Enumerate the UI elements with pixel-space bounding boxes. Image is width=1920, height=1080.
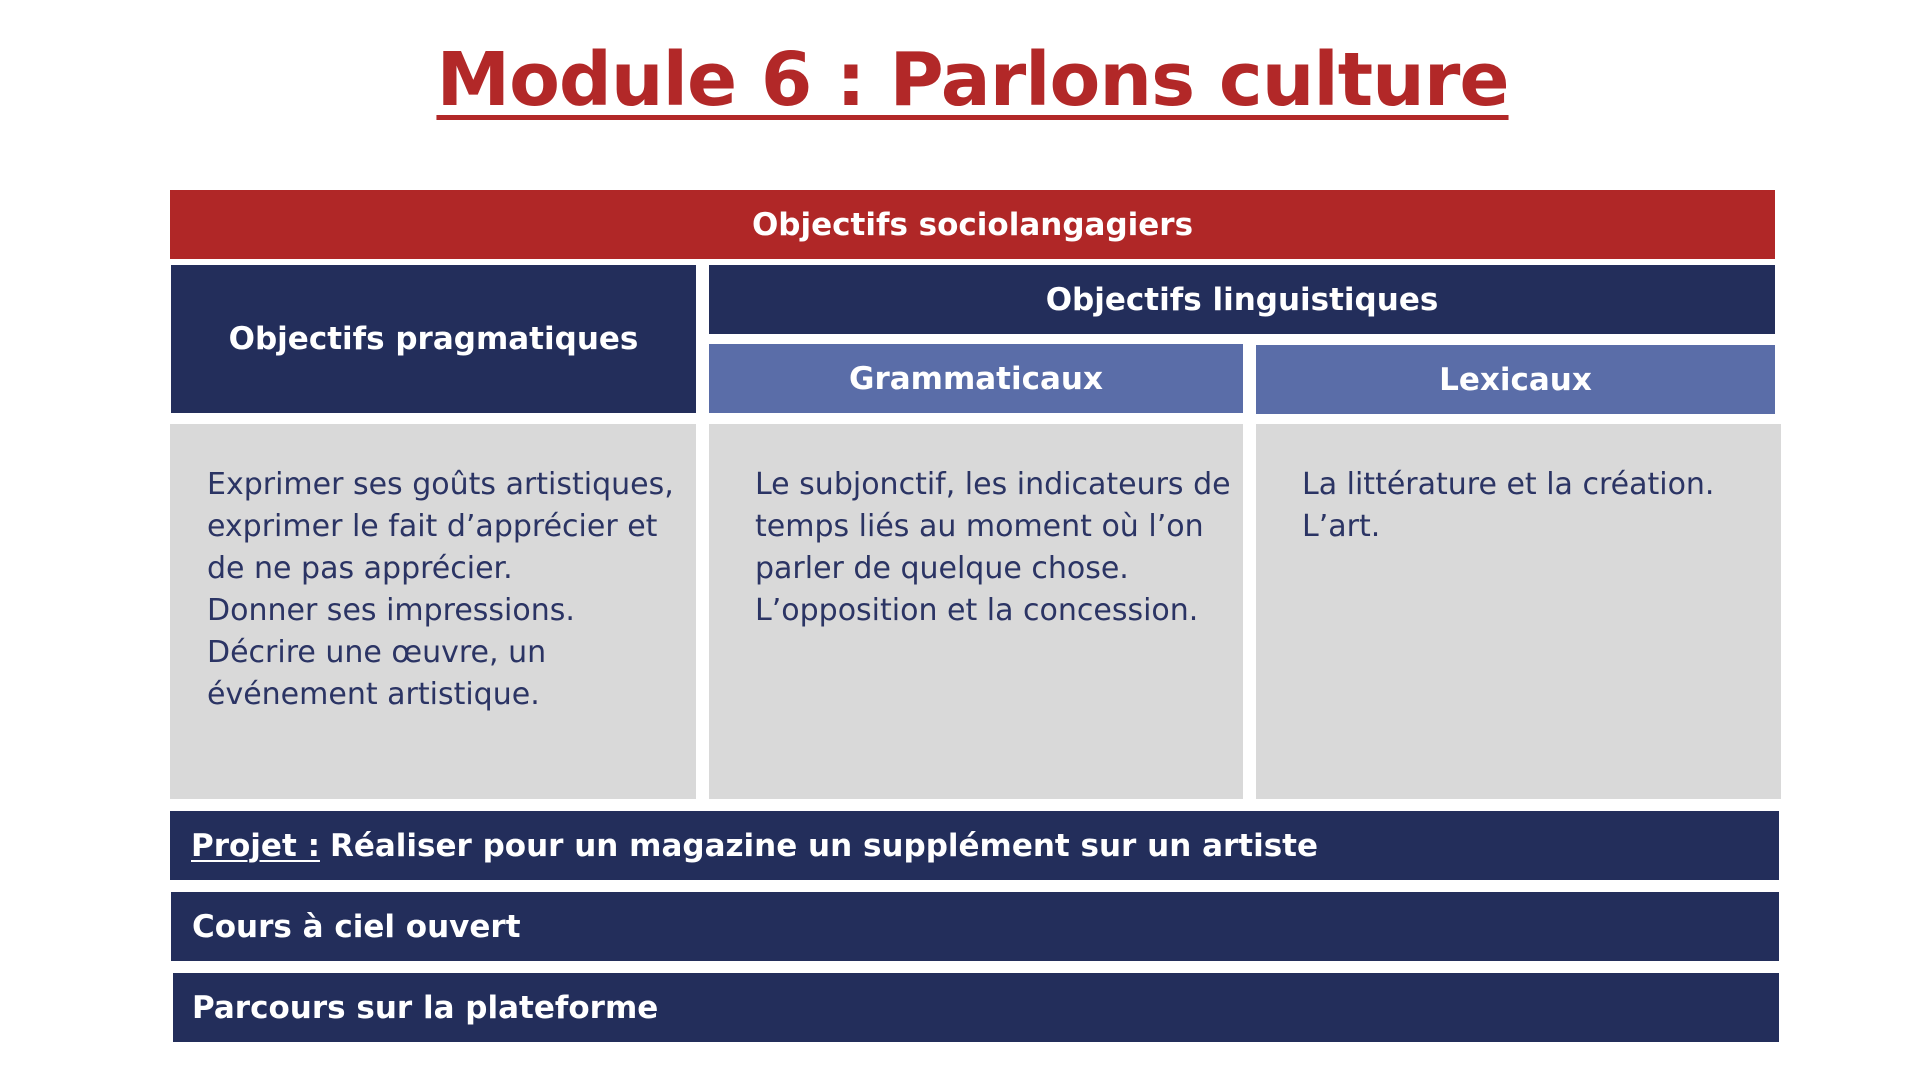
cell-line: événement artistique. xyxy=(207,677,540,712)
cell-pragmatiques xyxy=(170,424,696,799)
header-objectifs-sociolangagiers xyxy=(170,190,1775,259)
page-title: Module 6 : Parlons culture xyxy=(436,37,1509,123)
header-sociolangagiers-label: Objectifs sociolangagiers xyxy=(751,206,1194,243)
cell-line: Le subjonctif, les indicateurs de xyxy=(755,467,1231,502)
cell-line: parler de quelque chose. xyxy=(755,551,1129,586)
cell-line: Donner ses impressions. xyxy=(207,593,575,628)
cours-label: Cours à ciel ouvert xyxy=(192,908,521,945)
cell-line: L’opposition et la concession. xyxy=(755,593,1199,628)
header-lexicaux xyxy=(1256,345,1775,414)
cell-grammaticaux xyxy=(709,424,1243,799)
parcours-label: Parcours sur la plateforme xyxy=(192,989,659,1026)
cell-line: L’art. xyxy=(1302,509,1381,544)
projet-row xyxy=(170,811,1779,880)
cell-line: Exprimer ses goûts artistiques, xyxy=(207,467,674,502)
header-pragmatiques-label: Objectifs pragmatiques xyxy=(228,321,639,357)
cell-line: temps liés au moment où l’on xyxy=(755,509,1204,544)
header-grammaticaux-label: Grammaticaux xyxy=(849,360,1103,397)
header-objectifs-linguistiques xyxy=(709,265,1775,334)
cours-row xyxy=(171,892,1779,961)
header-linguistiques-label: Objectifs linguistiques xyxy=(1045,281,1439,318)
cell-line: Décrire une œuvre, un xyxy=(207,635,547,670)
cell-line: La littérature et la création. xyxy=(1302,467,1715,502)
cell-line: exprimer le fait d’apprécier et xyxy=(207,509,658,544)
header-objectifs-pragmatiques xyxy=(171,265,696,413)
header-lexicaux-label: Lexicaux xyxy=(1439,361,1592,398)
parcours-row xyxy=(173,973,1779,1042)
cell-lexicaux xyxy=(1256,424,1781,799)
header-grammaticaux xyxy=(709,344,1243,413)
projet-label: Projet : xyxy=(191,827,320,864)
cell-line: de ne pas apprécier. xyxy=(207,551,513,586)
projet-text: Réaliser pour un magazine un supplément sur un artiste xyxy=(329,827,1319,864)
